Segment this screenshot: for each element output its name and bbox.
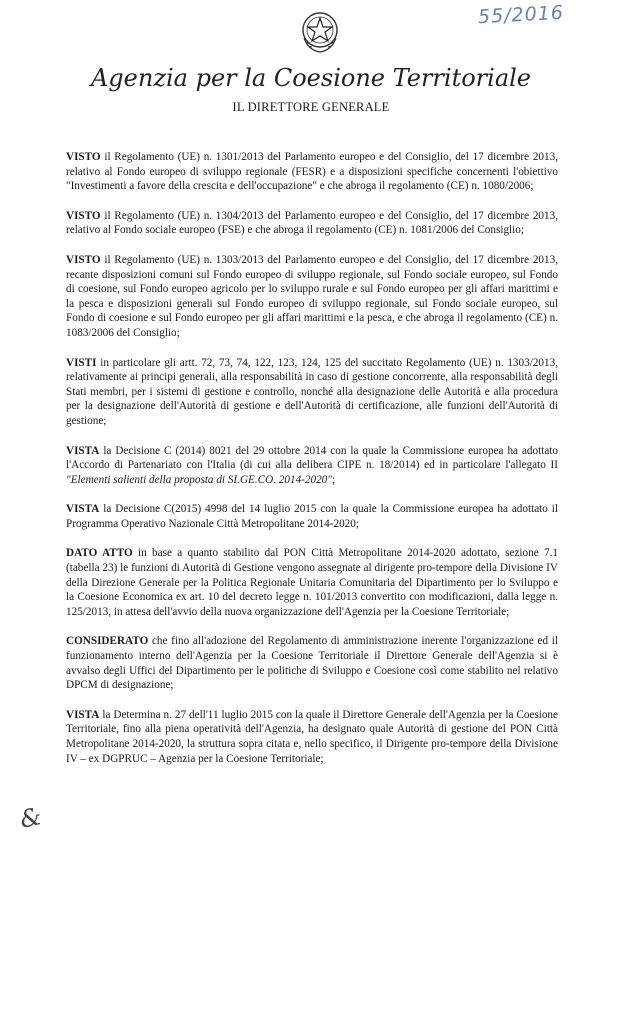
paragraph-text: che fino all'adozione del Regolamento di amministrazione inerente l'organizzazione ed il funzionamento interno dell'Agenzia per la Coesione Territoriale il Direttore Generale dell'Agenzia si è avvalso degli Uffici del Dipartimento per le politiche di Sviluppo e Coesione così come stabilito nel relativo DPCM di designazione; [66,635,558,692]
paragraph-text: il Regolamento (UE) n. 1303/2013 del Parlamento europeo e del Consiglio, del 17 dicembre 2013, recante disposizioni comuni sul Fondo europeo di sviluppo regionale, sul Fondo sociale europeo, sul Fondo di coesione, sul Fondo europeo agricolo per lo sviluppo rurale e sul Fondo europeo per gli affari marittimi e la pesca e disposizioni generali sul Fondo europeo di sviluppo regionale, sul Fondo sociale europeo, sul Fondo di coesione e sul Fondo europeo per gli affari marittimi e la pesca, e che abroga il regolamento (CE) n. 1083/2006 del Consiglio; [66,253,558,339]
italian-republic-emblem-icon [298,8,342,54]
paragraph-text: la Decisione C(2015) 4998 del 14 luglio 2015 con la quale la Commissione europea ha adottato il Programma Operativo Nazionale Città Metropolitane 2014-2020; [66,503,558,530]
paragraph-italic-text: "Elementi salienti della proposta di SI.GE.CO. 2014-2020" [66,473,332,486]
paragraph-text: in particolare gli artt. 72, 73, 74, 122, 123, 124, 125 del succitato Regolamento (UE) n. 1303/2013, relativamente ai principi generali, alla responsabilità in caso di gestione concorrente, alla responsabilità degli Stati membri, per i sistemi di gestione e controllo, nonché alla designazione delle Autorità e alla procedura per la designazione dell'Autorità di gestione e dell'Autorità di certificazione, alle funzioni dell'Autorità di gestione; [66,356,558,427]
paragraph [66,634,558,692]
paragraph [66,150,558,194]
paragraph-keyword: VISTO [66,209,101,222]
paragraph [66,253,558,341]
paragraph [66,444,558,488]
paragraph-keyword: DATO ATTO [66,547,133,560]
protocol-number: 55/2016 [477,1,565,29]
handwritten-initial: & [17,802,45,834]
paragraph-keyword: VISTO [66,253,101,266]
paragraph-keyword: VISTI [66,356,97,369]
document-body [66,150,558,781]
paragraph-text: il Regolamento (UE) n. 1301/2013 del Parlamento europeo e del Consiglio, del 17 dicembre 2013, relativo al Fondo europeo di sviluppo regionale (FESR) e a disposizioni specifiche concernenti l'obiettivo "Investimenti a favore della crescita e dell'occupazione" e che abroga il regolamento (CE) n. 1080/2006; [66,151,558,193]
paragraph-text: il Regolamento (UE) n. 1304/2013 del Parlamento europeo e del Consiglio, del 17 dicembre 2013, relativo al Fondo sociale europeo (FSE) e che abroga il regolamento (CE) n. 1081/2006 del Consiglio; [66,209,558,237]
paragraph-text: la Determina n. 27 dell'11 luglio 2015 con la quale il Direttore Generale dell'Agenzia per la Coesione Territoriale, fino alla piena operatività dell'Agenzia, ha designato quale Autorità di gestione del PON Città Metropolitane 2014-2020, la struttura sopra citata e, nello specifico, il Dirigente pro-tempore della Divisione IV – ex DGPRUC – Agenzia per la Coesione Territoriale; [66,708,558,765]
paragraph-tail: ; [331,473,336,486]
paragraph [66,546,558,619]
paragraph-text: la Decisione C (2014) 8021 del 29 ottobre 2014 con la quale la Commissione europea ha adottato l'Accordo di Partenariato con l'Italia (di cui alla delibera CIPE n. 18/2014) ed in particolare l'allegato II [66,444,558,472]
paragraph [66,356,558,429]
paragraph-keyword: CONSIDERATO [66,635,149,648]
paragraph-keyword: VISTA [66,444,100,457]
paragraph [66,708,558,766]
paragraph-keyword: VISTO [66,151,101,163]
agency-name: Agenzia per la Coesione Territoriale [90,64,532,92]
paragraph-keyword: VISTA [66,708,100,721]
paragraph [66,209,558,238]
paragraph-text: in base a quanto stabilito dal PON Città Metropolitane 2014-2020 adottato, sezione 7.1 (tabella 23) le funzioni di Autorità di Gestione vengono assegnate al dirigente pro-tempore della Divisione IV della Direzione Generale per la Politica Regionale Unitaria Comunitaria del Dipartimento per lo Sviluppo e la Coesione Economica ex art. 10 del decreto legge n. 101/2013 convertito con modificazioni, dalla legge n. 125/2013, in attesa dell'avvio della nuova organizzazione dell'Agenzia per la Coesione Territoriale; [66,547,558,618]
paragraph [66,502,558,531]
office-title: IL DIRETTORE GENERALE [232,100,390,114]
paragraph-keyword: VISTA [66,503,100,516]
